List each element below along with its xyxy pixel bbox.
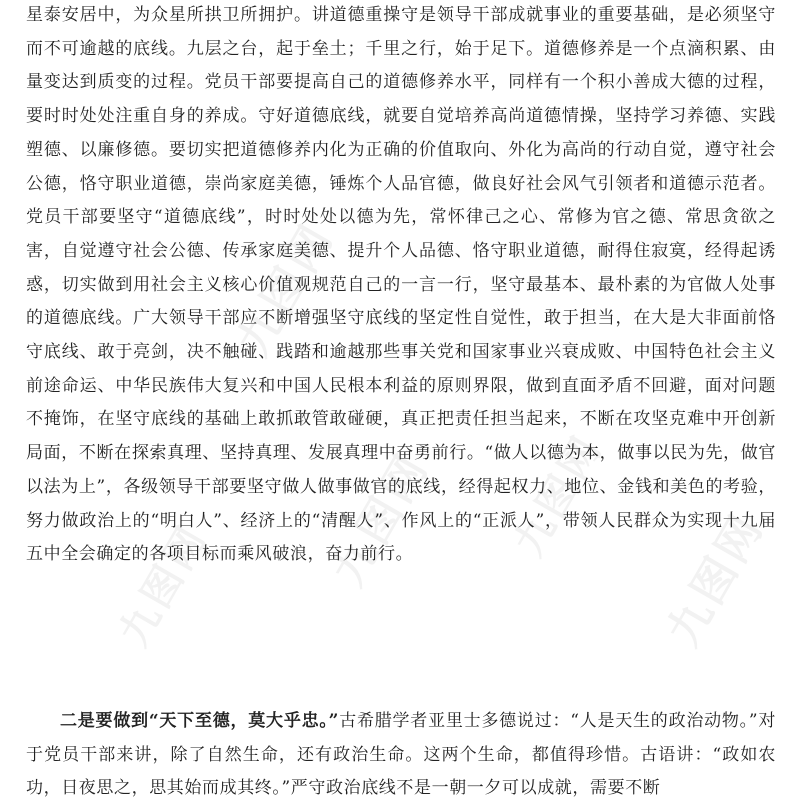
body-paragraph-moral-bottom-line: 星泰安居中，为众星所拱卫所拥护。讲道德重操守是领导干部成就事业的重要基础，是必须坚守而不可逾越的底线。九层之台，起于垒土；千里之行，始于足下。道德修养是一个点滴积累、由量变达到质变的过程。党员干部要提高自己的道德修养水平，同样有一个积小善成大德的过程，要时时处处注重自身的养成。守好道德底线，就要自觉培养高尚道德情操，坚持学习养德、实践塑德、以廉修德。要切实把道德修养内化为正确的价值取向、外化为高尚的行动自觉，遵守社会公德，恪守职业道德，崇尚家庭美德，锤炼个人品官德，做良好社会风气引领者和道德示范者。党员干部要坚守“道德底线”，时时处处以德为先，常怀律己之心、常修为官之德、常思贪欲之害，自觉遵守社会公德、传承家庭美德、提升个人品德、恪守职业道德，耐得住寂寞，经得起诱惑，切实做到用社会主义核心价值观规范自己的一言一行，坚守最基本、最朴素的为官做人处事的道德底线。广大领导干部应不断增强坚守底线的坚定性自觉性，敢于担当，在大是大非面前恪守底线、敢于亮剑，决不触碰、践踏和逾越那些事关党和国家事业兴衰成败、中国特色社会主义前途命运、中华民族伟大复兴和中国人民根本利益的原则界限，做到直面矛盾不回避，面对问题不掩饰，在坚守底线的基础上敢抓敢管敢碰硬，真正把责任担当起来，不断在攻坚克难中开创新局面，不断在探索真理、坚持真理、发展真理中奋勇前行。“做人以德为本，做事以民为先，做官以法为上”，各级领导干部要坚守做人做事做官的底线，经得起权力、地位、金钱和美色的考验，努力做政治上的“明白人”、经济上的“清醒人”、作风上的“正派人”，带领人民群众为实现十九届五中全会确定的各项目标而乘风破浪，奋力前行。 xyxy=(26,5,776,565)
body-paragraph-loyalty xyxy=(26,705,776,800)
section-lead-heading: 二是要做到“天下至德，莫大乎忠。” xyxy=(60,711,340,731)
watermark: 九图网 xyxy=(506,426,612,564)
watermark: 九图网 xyxy=(227,214,344,365)
watermark: 九图网 xyxy=(322,444,439,595)
section-body-text: 古希腊学者亚里士多德说过：“人是天生的政治动物。”对于党员干部来讲，除了自然生命，还有政治生命。这两个生命，都值得珍惜。古语讲：“政如农功，日夜思之，思其始而成其终。”严守政治底线不是一朝一夕可以成就，需要不断 xyxy=(26,711,777,799)
watermark: 九图网 xyxy=(111,516,217,654)
watermark: 九图网 xyxy=(657,504,774,655)
